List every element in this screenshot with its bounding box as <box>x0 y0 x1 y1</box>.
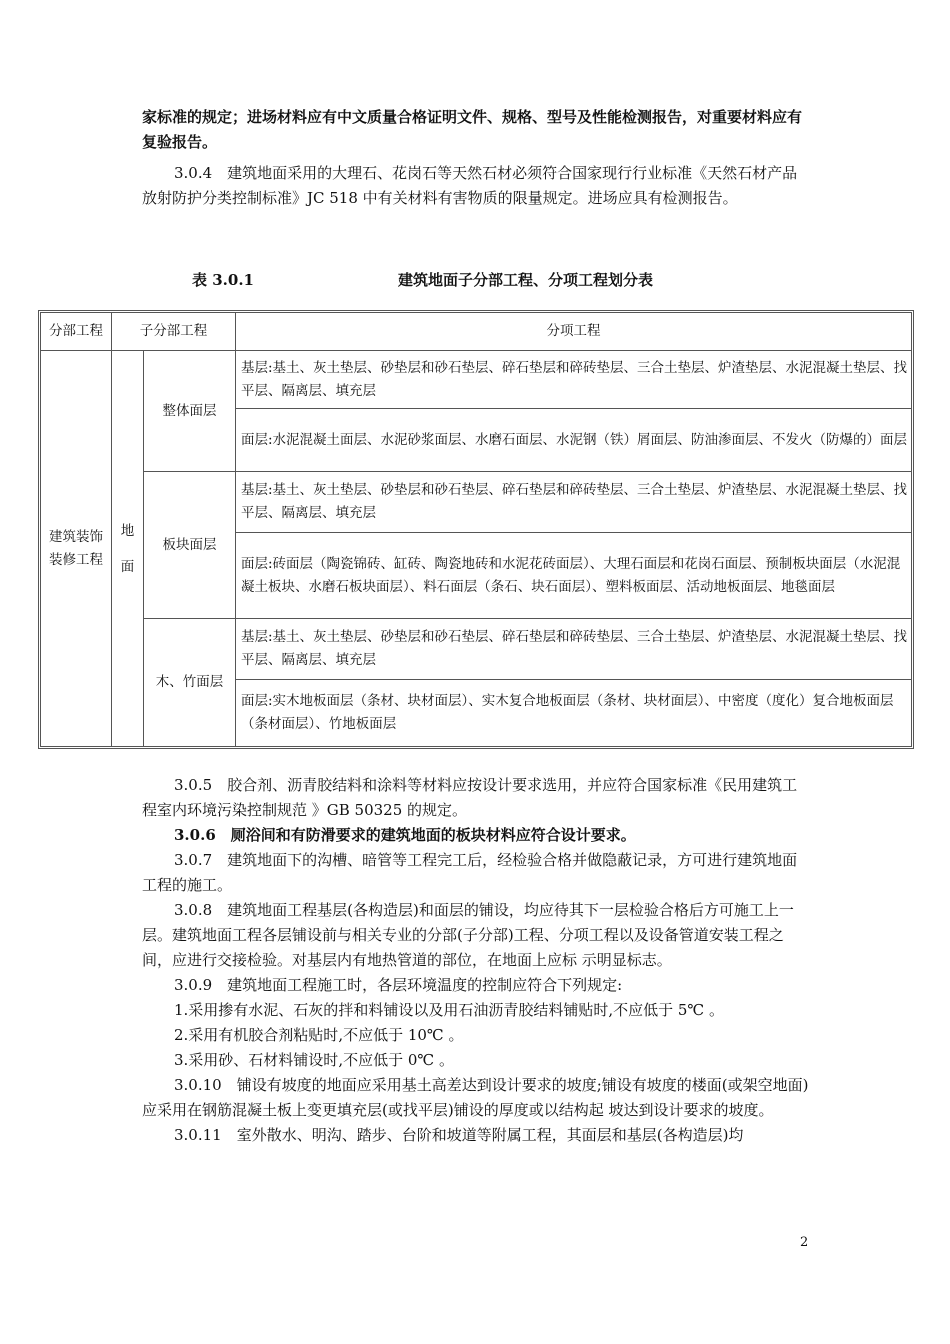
header-item: 分项工程 <box>236 313 912 351</box>
paragraph-3-0-8: 3.0.8 建筑地面工程基层(各构造层)和面层的铺设，均应待其下一层检验合格后方可施工上一层。建筑地面工程各层铺设前与相关专业的分部(子分部)工程、分项工程以及设备管道安装工程之间，应进行交接检验。对基层内有地热管道的部位，在地面上应标 示明显标志。 <box>142 901 794 969</box>
paragraph-3-0-7: 3.0.7 建筑地面下的沟槽、暗管等工程完工后，经检验合格并做隐蔽记录，方可进行建筑地面工程的施工。 <box>142 851 798 894</box>
table-row <box>41 472 912 533</box>
surface-cell: 面层:水泥混凝土面层、水泥砂浆面层、水磨石面层、水泥钢（铁）屑面层、防油渗面层、不发火（防爆的）面层 <box>236 409 912 472</box>
paragraph-materials: 家标准的规定；进场材料应有中文质量合格证明文件、规格、型号及性能检测报告，对重要材料应有复验报告。 <box>142 108 803 151</box>
subdivision-label: 地面 <box>120 522 135 575</box>
division-cell: 建筑装饰装修工程 <box>41 351 112 747</box>
group-name: 板块面层 <box>144 472 236 619</box>
base-cell: 基层:基土、灰土垫层、砂垫层和砂石垫层、碎石垫层和碎砖垫层、三合土垫层、炉渣垫层、水泥混凝土垫层、找平层、隔离层、填充层 <box>236 472 912 533</box>
paragraph-3-0-5: 3.0.5 胶合剂、沥青胶结料和涂料等材料应按设计要求选用，并应符合国家标准《民用建筑工程室内环境污染控制规范 》GB 50325 的规定。 <box>142 776 798 819</box>
table-row <box>41 619 912 680</box>
table-header-row <box>41 313 912 351</box>
table-caption-title: 建筑地面子分部工程、分项工程划分表 <box>398 271 654 289</box>
group-name: 木、竹面层 <box>144 619 236 747</box>
table-caption-number: 表 3.0.1 <box>192 271 254 289</box>
table-row <box>41 351 912 409</box>
surface-cell: 面层:砖面层（陶瓷锦砖、缸砖、陶瓷地砖和水泥花砖面层）、大理石面层和花岗石面层、预制板块面层（水泥混凝土板块、水磨石板块面层）、料石面层（条石、块石面层）、塑料板面层、活动地板面层、地毯面层 <box>236 533 912 619</box>
division-table <box>40 312 912 747</box>
surface-cell: 面层:实木地板面层（条材、块材面层）、实木复合地板面层（条材、块材面层）、中密度（度化）复合地板面层（条材面层）、竹地板面层 <box>236 680 912 747</box>
list-item-2: 2.采用有机胶合剂粘贴时,不应低于 10℃ 。 <box>174 1026 464 1044</box>
top-text <box>142 105 810 211</box>
base-cell: 基层:基土、灰土垫层、砂垫层和砂石垫层、碎石垫层和碎砖垫层、三合土垫层、炉渣垫层、水泥混凝土垫层、找平层、隔离层、填充层 <box>236 619 912 680</box>
header-division: 分部工程 <box>41 313 112 351</box>
paragraph-3-0-10: 3.0.10 铺设有坡度的地面应采用基土高差达到设计要求的坡度;铺设有坡度的楼面(或架空地面)应采用在钢筋混凝土板上变更填充层(或找平层)铺设的厚度或以结构起 坡达到设计要求的坡度。 <box>142 1076 809 1119</box>
page-number: 2 <box>800 1235 809 1250</box>
paragraph-3-0-4: 3.0.4 建筑地面采用的大理石、花岗石等天然石材必须符合国家现行行业标准《天然石材产品放射防护分类控制标准》JC 518 中有关材料有害物质的限量规定。进场应具有检测报告。 <box>142 164 798 207</box>
group-name: 整体面层 <box>144 351 236 472</box>
base-cell: 基层:基土、灰土垫层、砂垫层和砂石垫层、碎石垫层和碎砖垫层、三合土垫层、炉渣垫层、水泥混凝土垫层、找平层、隔离层、填充层 <box>236 351 912 409</box>
header-subdivision: 子分部工程 <box>112 313 236 351</box>
paragraph-3-0-6: 3.0.6 厕浴间和有防滑要求的建筑地面的板块材料应符合设计要求。 <box>174 826 636 844</box>
paragraph-3-0-9: 3.0.9 建筑地面工程施工时，各层环境温度的控制应符合下列规定: <box>174 976 623 994</box>
list-item-3: 3.采用砂、石材料铺设时,不应低于 0℃ 。 <box>174 1051 454 1069</box>
bottom-text <box>142 773 810 1148</box>
paragraph-3-0-11: 3.0.11 室外散水、明沟、踏步、台阶和坡道等附属工程，其面层和基层(各构造层)均 <box>174 1126 744 1144</box>
list-item-1: 1.采用掺有水泥、石灰的拌和料铺设以及用石油沥青胶结料铺贴时,不应低于 5℃ 。 <box>174 1001 724 1019</box>
subdivision-cell <box>112 351 144 747</box>
